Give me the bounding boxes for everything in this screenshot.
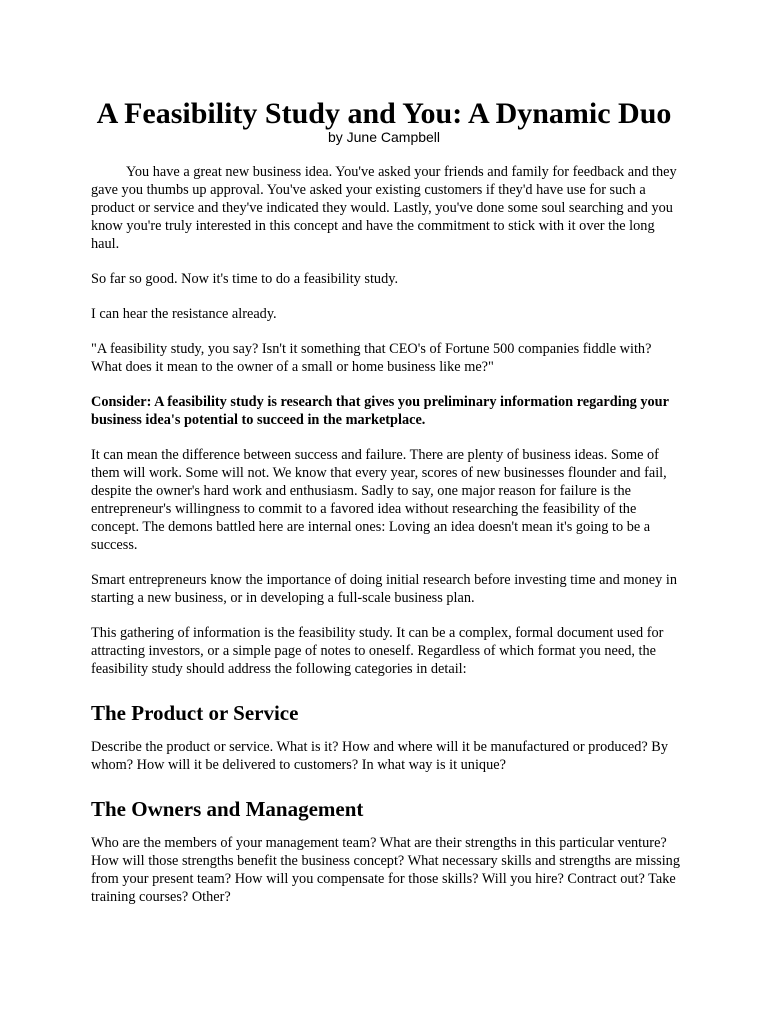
paragraph: So far so good. Now it's time to do a feasibility study. bbox=[91, 271, 399, 287]
document-title: A Feasibility Study and You: A Dynamic Duo bbox=[96, 97, 672, 130]
definition-paragraph: Consider: A feasibility study is research that gives you preliminary information regarding your business idea's potential to succeed in the marketplace. bbox=[91, 394, 669, 428]
author-byline: by June Campbell bbox=[327, 129, 441, 145]
paragraph: I can hear the resistance already. bbox=[91, 306, 277, 322]
paragraph: It can mean the difference between success and failure. There are plenty of business ideas. Some of them will work. Some will not. We know that every year, scores of new businesses flounder and fail, despite the owner's hard work and enthusiasm. Sadly to say, one major reason for failure is the entrepreneur's willingness to commit to a favored idea without researching the feasibility of the concept. The demons battled here are internal ones: Loving an idea doesn't mean it's going to be a success. bbox=[91, 447, 667, 553]
quote-paragraph: "A feasibility study, you say? Isn't it something that CEO's of Fortune 500 companies fiddle with? What does it mean to the owner of a small or home business like me?" bbox=[91, 341, 652, 375]
section-heading-owners: The Owners and Management bbox=[91, 797, 364, 821]
intro-paragraph: You have a great new business idea. You've asked your friends and family for feedback and they gave you thumbs up approval. You've asked your existing customers if they'd have use for such a product or service and they've indicated they would. Lastly, you've done some soul searching and you know you're truly interested in this concept and have the commitment to stick with it over the long haul. bbox=[91, 164, 677, 252]
section-heading-product: The Product or Service bbox=[91, 701, 299, 725]
paragraph: Smart entrepreneurs know the importance of doing initial research before investing time and money in starting a new business, or in developing a full-scale business plan. bbox=[91, 572, 677, 606]
section-text-product: Describe the product or service. What is it? How and where will it be manufactured or produced? By whom? How will it be delivered to customers? In what way is it unique? bbox=[91, 739, 668, 773]
document-body bbox=[91, 163, 681, 923]
section-text-owners: Who are the members of your management team? What are their strengths in this particular venture? How will those strengths benefit the business concept? What necessary skills and strengths are missing from your present team? How will you compensate for those skills? Will you hire? Contract out? Take training courses? Other? bbox=[91, 835, 680, 905]
paragraph: This gathering of information is the feasibility study. It can be a complex, formal document used for attracting investors, or a simple page of notes to oneself. Regardless of which format you need, the feasibility study should address the following categories in detail: bbox=[91, 625, 664, 677]
